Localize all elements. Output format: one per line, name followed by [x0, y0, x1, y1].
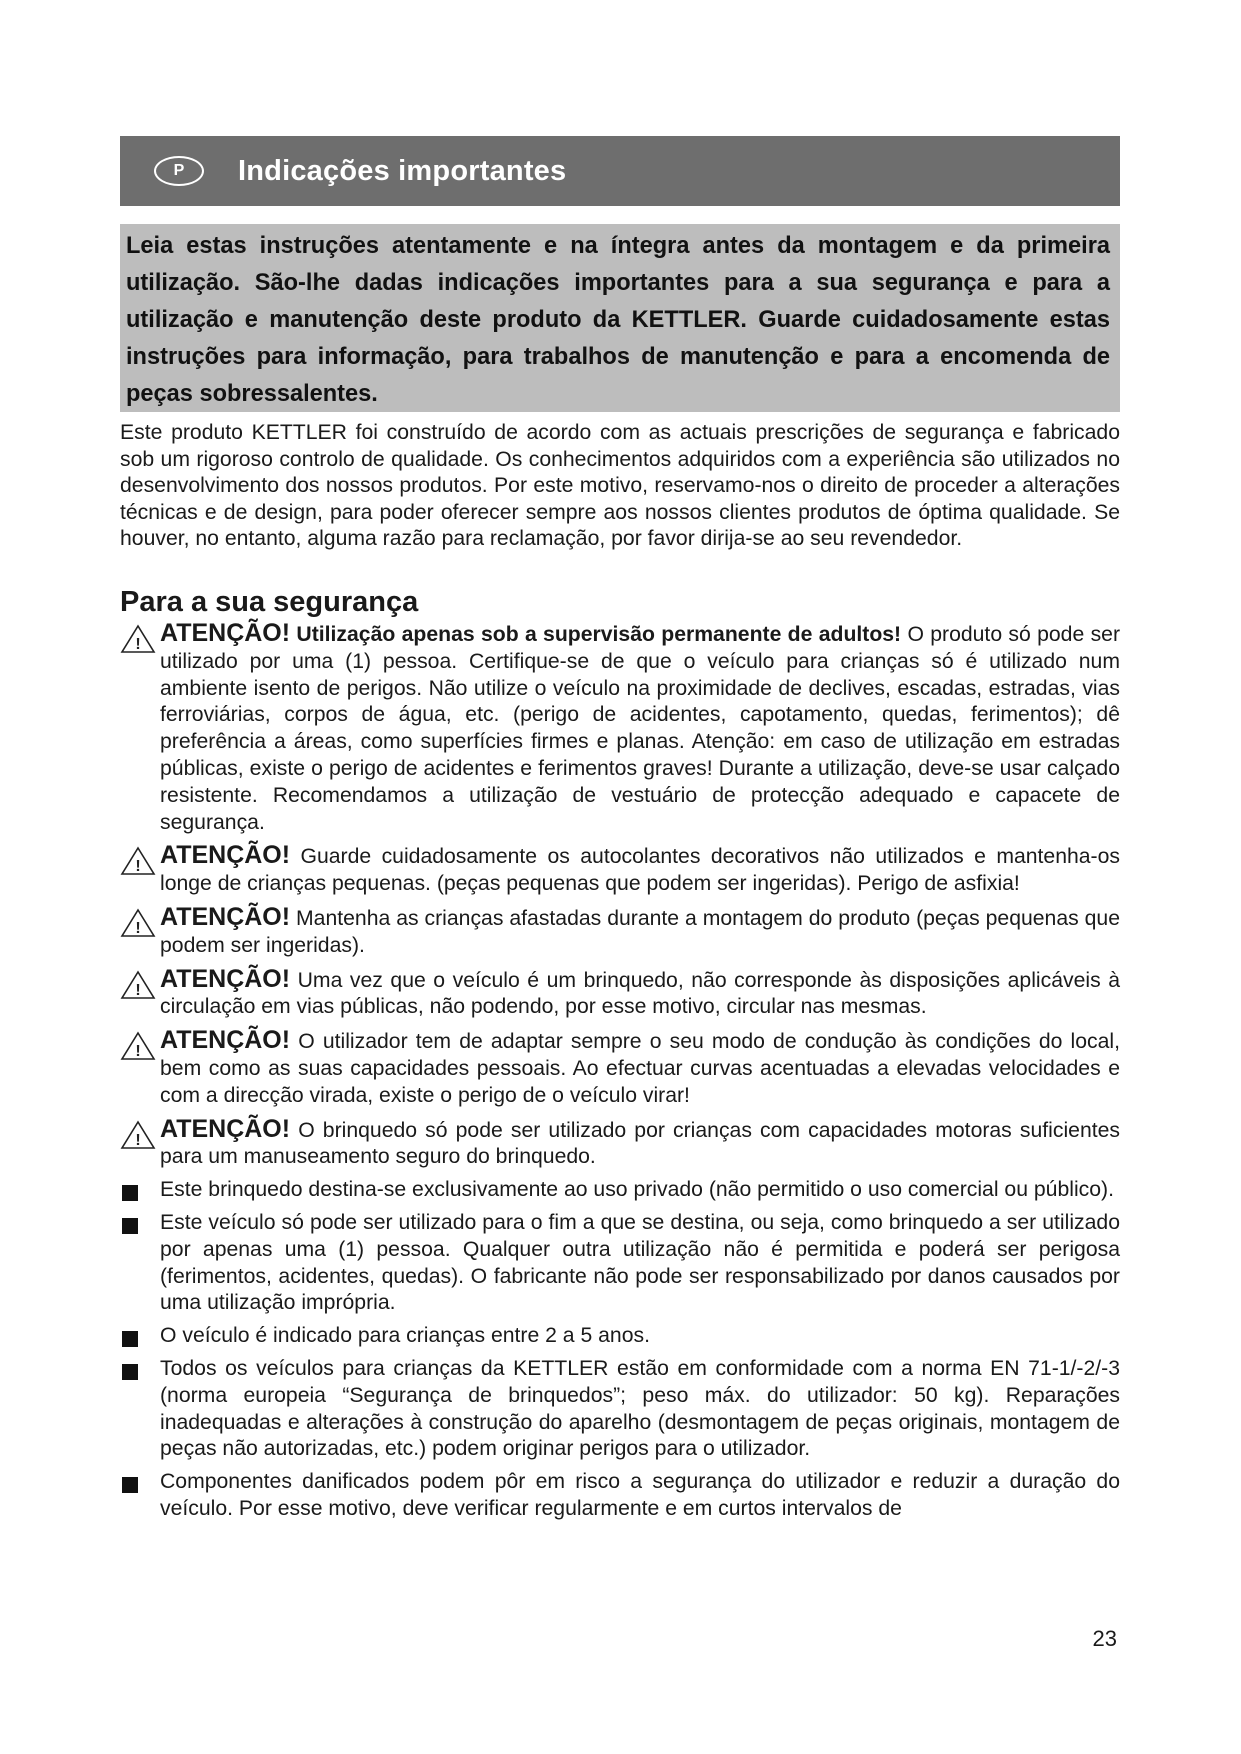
- warning-item: [120, 966, 1120, 1022]
- square-bullet-icon: [122, 1362, 138, 1380]
- square-bullet-icon: [122, 1183, 138, 1201]
- warning-text: Mantenha as crianças afastadas durante a montagem do produto (peças pequenas que podem ser ingeridas).: [160, 906, 1120, 957]
- language-badge: P: [154, 156, 204, 186]
- warning-text: Uma vez que o veículo é um brinquedo, não corresponde às disposições aplicáveis à circulação em vias públicas, não podendo, por esse motivo, circular nas mesmas.: [160, 968, 1120, 1019]
- warning-label: ATENÇÃO!: [160, 1114, 291, 1143]
- svg-text:!: !: [135, 858, 141, 876]
- warning-triangle-icon: [120, 624, 156, 654]
- warning-triangle-icon: [120, 908, 156, 938]
- safety-heading: Para a sua segurança: [120, 586, 419, 618]
- warning-label: ATENÇÃO!: [160, 841, 291, 870]
- svg-text:!: !: [135, 636, 141, 653]
- warning-item: [120, 620, 1120, 836]
- bullet-text: Este veículo só pode ser utilizado para o fim a que se destina, ou seja, como brinquedo a ser utilizado por apenas uma (1) pessoa. Qualquer outra utilização não é permitida e poderá ser perigosa (ferimentos, acidentes, quedas). O fabricante não pode ser responsabilizado por danos causados por uma utilização imprópria.: [160, 1210, 1120, 1315]
- warning-triangle-icon: [120, 970, 156, 1000]
- warning-text: O produto só pode ser utilizado por uma (1) pessoa. Certifique-se de que o veículo para crianças só é utilizado num ambiente isento de perigos. Não utilize o veículo na proximidade de declives, escadas, estradas, vias ferroviárias, corpos de água, etc. (perigo de acidentes, capotamento, quedas, ferimentos); dê preferência a áreas, como superfícies firmes e planas. Atenção: em caso de utilização em estradas públicas, existe o perigo de acidentes e ferimentos graves! Durante a utilização, deve-se usar calçado resistente. Recomendamos a utilização de vestuário de protecção adequado e capacete de segurança.: [160, 623, 1120, 834]
- warning-triangle-icon: [120, 1031, 156, 1061]
- warning-item: [120, 842, 1120, 898]
- bullet-text: Todos os veículos para crianças da KETTLER estão em conformidade com a norma EN 71-1/-2/-3 (norma europeia “Segurança de brinquedos”; peso máx. do utilizador: 50 kg). Reparações inadequadas e alterações à construção do aparelho (desmontagem de peças originais, montagem de peças não autorizadas, etc.) podem originar perigos para o utilizador.: [160, 1356, 1120, 1461]
- warning-text: Guarde cuidadosamente os autocolantes decorativos não utilizados e mantenha-os longe de crianças pequenas. (peças pequenas que podem ser ingeridas). Perigo de asfixia!: [160, 845, 1120, 896]
- svg-text:!: !: [135, 1131, 141, 1149]
- warning-text: O brinquedo só pode ser utilizado por crianças com capacidades motoras suficientes para um manuseamento seguro do brinquedo.: [160, 1118, 1120, 1169]
- square-bullet-icon: [122, 1329, 138, 1347]
- warning-label: ATENÇÃO!: [160, 1026, 291, 1055]
- warning-triangle-icon: [120, 846, 156, 876]
- warning-label: ATENÇÃO!: [160, 619, 291, 647]
- warning-emphasis: Utilização apenas sob a supervisão permanente de adultos!: [296, 623, 902, 646]
- intro-box: Leia estas instruções atentamente e na íntegra antes da montagem e da primeira utilização. São-lhe dadas indicações importantes para a sua segurança e para a utilização e manutenção deste produto da KETTLER. Guarde cuidadosamente estas instruções para informação, para trabalhos de manutenção e para a encomenda de peças sobressalentes.: [120, 224, 1120, 412]
- list-item: [120, 1356, 1120, 1463]
- list-item: [120, 1177, 1120, 1204]
- warning-text: O utilizador tem de adaptar sempre o seu modo de condução às condições do local, bem como as suas capacidades pessoais. Ao efectuar curvas acentuadas a elevadas velocidades e com a direcção virada, existe o perigo de o veículo virar!: [160, 1030, 1120, 1107]
- square-bullet-icon: [122, 1216, 138, 1234]
- about-paragraph: Este produto KETTLER foi construído de acordo com as actuais prescrições de segurança e fabricado sob um rigoroso controlo de qualidade. Os conhecimentos adquiridos com a experiência são utilizados no desenvolvimento dos nossos produtos. Por este motivo, reservamo-nos o direito de proceder a alterações técnicas e de design, para poder oferecer sempre aos nossos clientes produtos de óptima qualidade. Se houver, no entanto, alguma razão para reclamação, por favor dirija-se ao seu revendedor.: [120, 421, 1120, 550]
- warning-item: [120, 1116, 1120, 1172]
- list-item: [120, 1210, 1120, 1317]
- warning-item: [120, 1027, 1120, 1109]
- svg-text:!: !: [135, 981, 141, 999]
- square-bullet-icon: [122, 1475, 138, 1493]
- warning-label: ATENÇÃO!: [160, 964, 291, 993]
- list-item: [120, 1469, 1120, 1523]
- list-item: [120, 1323, 1120, 1350]
- section-header: [120, 136, 1120, 206]
- svg-text:!: !: [135, 919, 141, 937]
- bullet-text: O veículo é indicado para crianças entre 2 a 5 anos.: [160, 1324, 650, 1348]
- safety-list: [120, 620, 1120, 1529]
- warning-label: ATENÇÃO!: [160, 902, 291, 931]
- page-title: Indicações importantes: [238, 154, 567, 187]
- warning-triangle-icon: [120, 1120, 156, 1150]
- svg-text:!: !: [135, 1043, 141, 1061]
- bullet-text: Componentes danificados podem pôr em risco a segurança do utilizador e reduzir a duração do veículo. Por esse motivo, deve verificar regularmente e em curtos intervalos de: [160, 1470, 1120, 1520]
- warning-item: [120, 904, 1120, 960]
- bullet-text: Este brinquedo destina-se exclusivamente ao uso privado (não permitido o uso comercial ou público).: [160, 1178, 1114, 1202]
- page-number: 23: [1092, 1626, 1117, 1651]
